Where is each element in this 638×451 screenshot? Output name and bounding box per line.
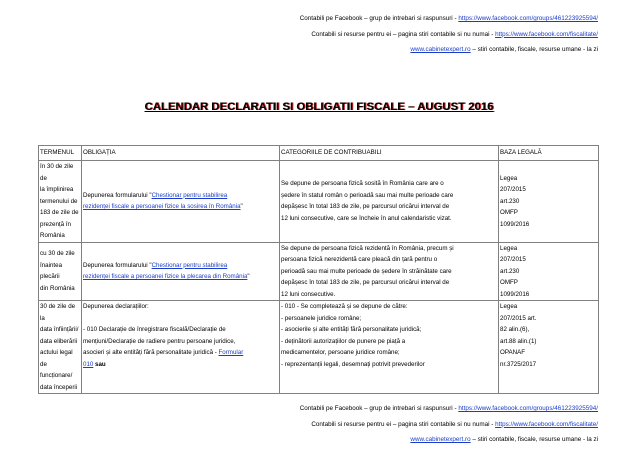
facebook-page-link[interactable]: https://www.facebook.com/fiscalitate/	[495, 420, 598, 428]
legal-line: Legea	[500, 174, 518, 182]
term-line: România	[40, 232, 65, 239]
column-header-obligation: OBLIGAȚIA	[82, 146, 280, 161]
legal-line: 1099/2016	[500, 220, 530, 228]
category-line: depășesc în total 183 de zile, pe parcursul oricărui interval de	[281, 279, 450, 286]
legal-line: 207/2015	[500, 256, 526, 263]
term-line: data eliberării	[40, 337, 78, 345]
obligation-text: Depunerea formularului "	[83, 191, 152, 199]
category-line: Se depune de persoana fizică sosită în România care are o	[281, 180, 444, 188]
term-line: data începerii	[40, 383, 78, 391]
table-header-row	[39, 146, 599, 161]
form-010-link[interactable]: Formular	[218, 349, 244, 356]
legal-line: Legea	[500, 244, 518, 252]
header-line-facebook-group	[300, 11, 598, 27]
obligation-line: Depunerea declarațiilor:	[83, 303, 149, 310]
legal-line: OPANAF	[500, 349, 525, 356]
form-010-link-continued[interactable]: 010	[83, 360, 94, 368]
footer-line-facebook-page	[300, 417, 598, 433]
category-line: 12 luni consecutive.	[281, 290, 336, 298]
legal-line: art.88 alin.(1)	[500, 337, 537, 345]
legal-basis-cell	[499, 301, 599, 394]
legal-line: OMFP	[500, 209, 518, 216]
table-row	[39, 242, 599, 301]
header-line-facebook-page	[300, 27, 598, 43]
facebook-group-link[interactable]: https://www.facebook.com/groups/461223925594/	[458, 405, 598, 412]
legal-line: art.230	[500, 267, 520, 275]
category-line: - asocierile și alte entități fără personalitate juridică;	[281, 326, 422, 333]
column-header-categories: CATEGORIILE DE CONTRIBUABILI	[280, 146, 499, 161]
page-footer	[300, 401, 598, 448]
category-line: ședere în statul român o perioadă sau mai multe perioade care	[281, 191, 454, 199]
obligation-line	[83, 260, 278, 272]
category-line: depășesc în total 183 de zile, pe parcursul oricărui interval de	[281, 203, 450, 211]
term-cell	[39, 161, 82, 243]
page-title: CALENDAR DECLARATII SI OBLIGATII FISCALE – AUGUST 2016	[144, 101, 494, 113]
obligation-text-bold: sau	[93, 360, 106, 368]
legal-basis-cell	[499, 242, 599, 301]
calendar-table	[38, 145, 599, 394]
header-line-website	[300, 42, 598, 58]
legal-line: 1099/2016	[500, 290, 530, 298]
term-line: 183 de zile de	[40, 209, 79, 216]
categories-cell	[280, 301, 499, 394]
page-header	[300, 11, 598, 58]
term-cell	[39, 301, 82, 394]
column-header-legal-basis: BAZA LEGALĂ	[499, 146, 599, 161]
website-link[interactable]: www.cabinetexpert.ro	[410, 46, 471, 53]
category-line: perioadă sau mai multe perioade de ședere în străinătate care	[281, 267, 452, 275]
header-text: Contabili pe Facebook – grup de intrebari si raspunsuri -	[299, 15, 459, 22]
category-line: - 010 - Se completează și se depune de către:	[281, 303, 408, 310]
legal-line: 207/2015	[500, 186, 526, 193]
header-text: Contabili si resurse pentru ei – pagina stiri contabile si nu numai -	[311, 30, 496, 38]
footer-text: Contabili pe Facebook – grup de intrebari si raspunsuri -	[299, 405, 459, 412]
obligation-line	[83, 190, 278, 202]
legal-line: art.230	[500, 197, 520, 205]
term-line: 30 de zile de la	[40, 303, 76, 322]
obligation-text: asocieri și alte entități fără personalitate juridică -	[83, 349, 219, 356]
table-row	[39, 301, 599, 394]
term-line: termenului de	[40, 197, 78, 205]
obligation-cell	[82, 161, 280, 243]
term-line: funcționare/	[40, 372, 73, 379]
obligation-line	[83, 271, 278, 283]
obligation-text: Depunerea formularului "	[83, 261, 152, 269]
term-line: înaintea plecării	[40, 261, 63, 281]
footer-text: Contabili si resurse pentru ei – pagina stiri contabile si nu numai -	[311, 420, 496, 428]
questionnaire-arrival-link[interactable]: Chestionar pentru stabilirea	[151, 191, 228, 199]
facebook-page-link[interactable]: https://www.facebook.com/fiscalitate/	[495, 30, 598, 38]
footer-line-website	[300, 432, 598, 448]
legal-basis-cell	[499, 161, 599, 243]
obligation-line: mențiuni/Declarație de radiere pentru persoane juridice,	[83, 337, 236, 345]
obligation-line	[83, 347, 278, 359]
legal-line: nr.3725/2017	[500, 360, 537, 368]
category-line: - persoanele juridice române;	[281, 314, 362, 322]
term-line: în 30 de zile de	[40, 163, 74, 182]
website-link[interactable]: www.cabinetexpert.ro	[410, 436, 471, 443]
term-line: la împlinirea	[40, 186, 74, 193]
questionnaire-arrival-link-continued[interactable]: rezidenței fiscale a persoanei fizice la sosirea în România	[83, 203, 241, 211]
categories-cell	[280, 161, 499, 243]
category-line: - deținătorii autorizațiilor de punere pe piață a	[281, 337, 406, 345]
column-header-term: TERMENUL	[39, 146, 82, 161]
obligation-cell	[82, 242, 280, 301]
term-line: prezență în	[40, 220, 71, 228]
obligation-text: "	[247, 273, 250, 281]
facebook-group-link[interactable]: https://www.facebook.com/groups/461223925594/	[458, 15, 598, 22]
questionnaire-departure-link-continued[interactable]: rezidenței fiscale a persoanei fizice la plecarea din România	[83, 273, 248, 281]
obligation-line	[83, 201, 278, 213]
obligation-line	[83, 359, 278, 371]
legal-line: OMFP	[500, 279, 518, 286]
category-line: - reprezentanții legali, desemnați potrivit prevederilor	[281, 360, 425, 368]
obligation-line	[83, 313, 278, 325]
term-line: actului legal de	[40, 349, 73, 368]
term-line: din România	[40, 284, 75, 292]
category-line: Se depune de persoana fizică rezidentă în România, precum și	[281, 244, 454, 252]
questionnaire-departure-link[interactable]: Chestionar pentru stabilirea	[151, 261, 228, 269]
category-line: persoana fizică nerezidentă care pleacă din țară pentru o	[281, 256, 438, 263]
obligation-text: "	[240, 203, 243, 211]
term-cell	[39, 242, 82, 301]
footer-text: – stiri contabile, fiscale, resurse umane - la zi	[470, 436, 598, 443]
term-line: cu 30 de zile	[40, 250, 75, 258]
obligation-line: - 010 Declarație de înregistrare fiscală/Declarație de	[83, 326, 226, 333]
categories-cell	[280, 242, 499, 301]
footer-line-facebook-group	[300, 401, 598, 417]
category-line: medicamentelor, persoane juridice române;	[281, 349, 400, 356]
legal-line: 207/2015 art.	[500, 314, 537, 322]
legal-line: 82 alin.(6),	[500, 326, 530, 333]
table-row	[39, 161, 599, 243]
header-text: – stiri contabile, fiscale, resurse umane - la zi	[470, 46, 598, 53]
legal-line: Legea	[500, 303, 518, 310]
category-line: 12 luni consecutive, care se încheie în anul calendaristic vizat.	[281, 214, 452, 222]
term-line: data înființării/	[40, 326, 79, 333]
obligation-cell	[82, 301, 280, 394]
